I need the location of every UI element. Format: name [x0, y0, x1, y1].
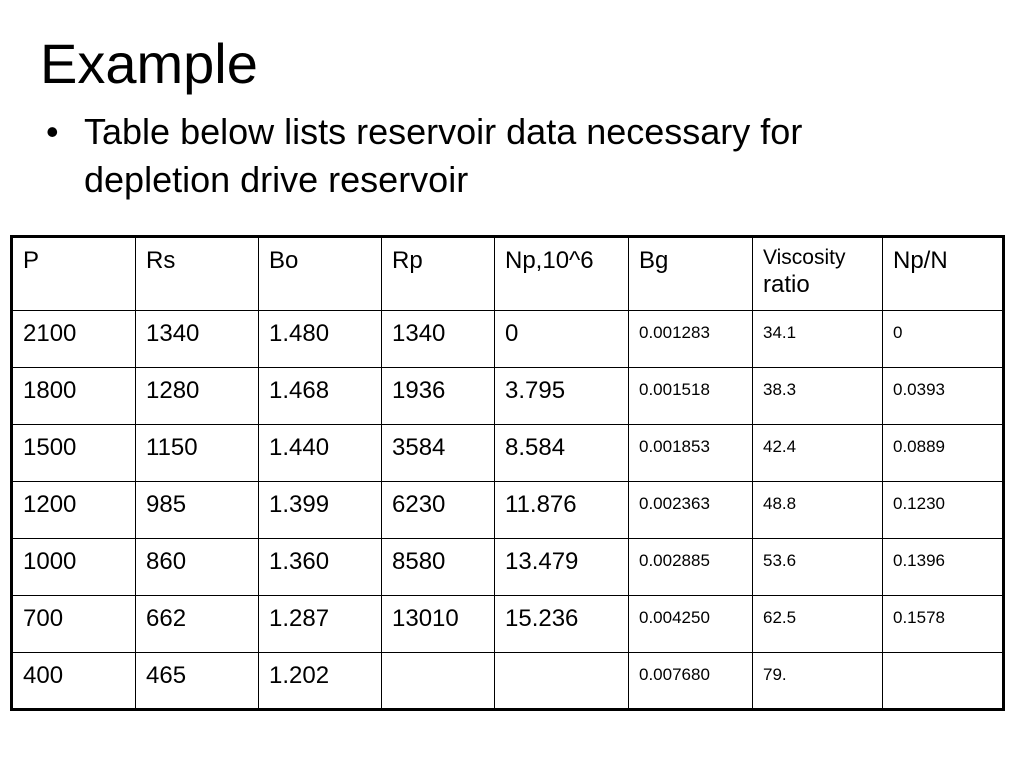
cell-bo: 1.399: [259, 482, 382, 539]
cell-rs: 1340: [136, 311, 259, 368]
cell-rs: 662: [136, 596, 259, 653]
cell-rp: 1340: [382, 311, 495, 368]
cell-rp: 1936: [382, 368, 495, 425]
header-cell-bg: Bg: [629, 237, 753, 311]
cell-p: 2100: [12, 311, 136, 368]
cell-viscosity-ratio: 53.6: [753, 539, 883, 596]
cell-bg: 0.007680: [629, 653, 753, 710]
cell-np: [495, 653, 629, 710]
cell-p: 1800: [12, 368, 136, 425]
cell-bg: 0.002363: [629, 482, 753, 539]
cell-np-n: 0.0393: [883, 368, 1004, 425]
header-cell-bo: Bo: [259, 237, 382, 311]
cell-viscosity-ratio: 62.5: [753, 596, 883, 653]
cell-rp: 6230: [382, 482, 495, 539]
cell-viscosity-ratio: 38.3: [753, 368, 883, 425]
cell-bo: 1.287: [259, 596, 382, 653]
table-row: [12, 539, 1004, 596]
cell-rp: 8580: [382, 539, 495, 596]
cell-viscosity-ratio: 42.4: [753, 425, 883, 482]
cell-np-n: 0.1396: [883, 539, 1004, 596]
cell-np-n: 0.0889: [883, 425, 1004, 482]
cell-np-n: 0.1578: [883, 596, 1004, 653]
cell-bo: 1.360: [259, 539, 382, 596]
cell-np: 0: [495, 311, 629, 368]
header-cell-np: Np,10^6: [495, 237, 629, 311]
bullet-text: Table below lists reservoir data necessary for depletion drive reservoir: [84, 111, 803, 200]
cell-rp: 13010: [382, 596, 495, 653]
cell-rs: 985: [136, 482, 259, 539]
cell-viscosity-ratio: 48.8: [753, 482, 883, 539]
cell-np: 8.584: [495, 425, 629, 482]
table-row: [12, 425, 1004, 482]
cell-viscosity-ratio: 79.: [753, 653, 883, 710]
cell-viscosity-ratio: 34.1: [753, 311, 883, 368]
header-cell-p: P: [12, 237, 136, 311]
table-header-row: [12, 237, 1004, 311]
header-cell-viscosity-ratio: [753, 237, 883, 311]
table-row: [12, 482, 1004, 539]
cell-np: 15.236: [495, 596, 629, 653]
header-ratio-label: ratio: [763, 271, 810, 298]
cell-p: 400: [12, 653, 136, 710]
cell-bg: 0.004250: [629, 596, 753, 653]
cell-p: 700: [12, 596, 136, 653]
table-row: [12, 311, 1004, 368]
header-cell-rs: Rs: [136, 237, 259, 311]
cell-bg: 0.001853: [629, 425, 753, 482]
header-cell-np-n: Np/N: [883, 237, 1004, 311]
cell-rs: 860: [136, 539, 259, 596]
cell-np-n: 0.1230: [883, 482, 1004, 539]
cell-bg: 0.001283: [629, 311, 753, 368]
bullet-item: [46, 108, 946, 204]
cell-bg: 0.001518: [629, 368, 753, 425]
bullet-dot-icon: •: [46, 111, 59, 152]
cell-rs: 1280: [136, 368, 259, 425]
slide-title: Example: [40, 32, 258, 95]
cell-rs: 1150: [136, 425, 259, 482]
cell-bg: 0.002885: [629, 539, 753, 596]
cell-p: 1000: [12, 539, 136, 596]
cell-np: 13.479: [495, 539, 629, 596]
cell-p: 1500: [12, 425, 136, 482]
cell-np-n: 0: [883, 311, 1004, 368]
cell-rs: 465: [136, 653, 259, 710]
cell-rp: [382, 653, 495, 710]
cell-p: 1200: [12, 482, 136, 539]
table-row: [12, 596, 1004, 653]
cell-bo: 1.202: [259, 653, 382, 710]
cell-bo: 1.440: [259, 425, 382, 482]
cell-np: 3.795: [495, 368, 629, 425]
reservoir-data-table: [10, 235, 1005, 711]
cell-bo: 1.468: [259, 368, 382, 425]
cell-bo: 1.480: [259, 311, 382, 368]
header-cell-rp: Rp: [382, 237, 495, 311]
header-viscosity-label: Viscosity: [763, 246, 846, 269]
cell-np-n: [883, 653, 1004, 710]
table-row: [12, 653, 1004, 710]
table-row: [12, 368, 1004, 425]
cell-np: 11.876: [495, 482, 629, 539]
cell-rp: 3584: [382, 425, 495, 482]
